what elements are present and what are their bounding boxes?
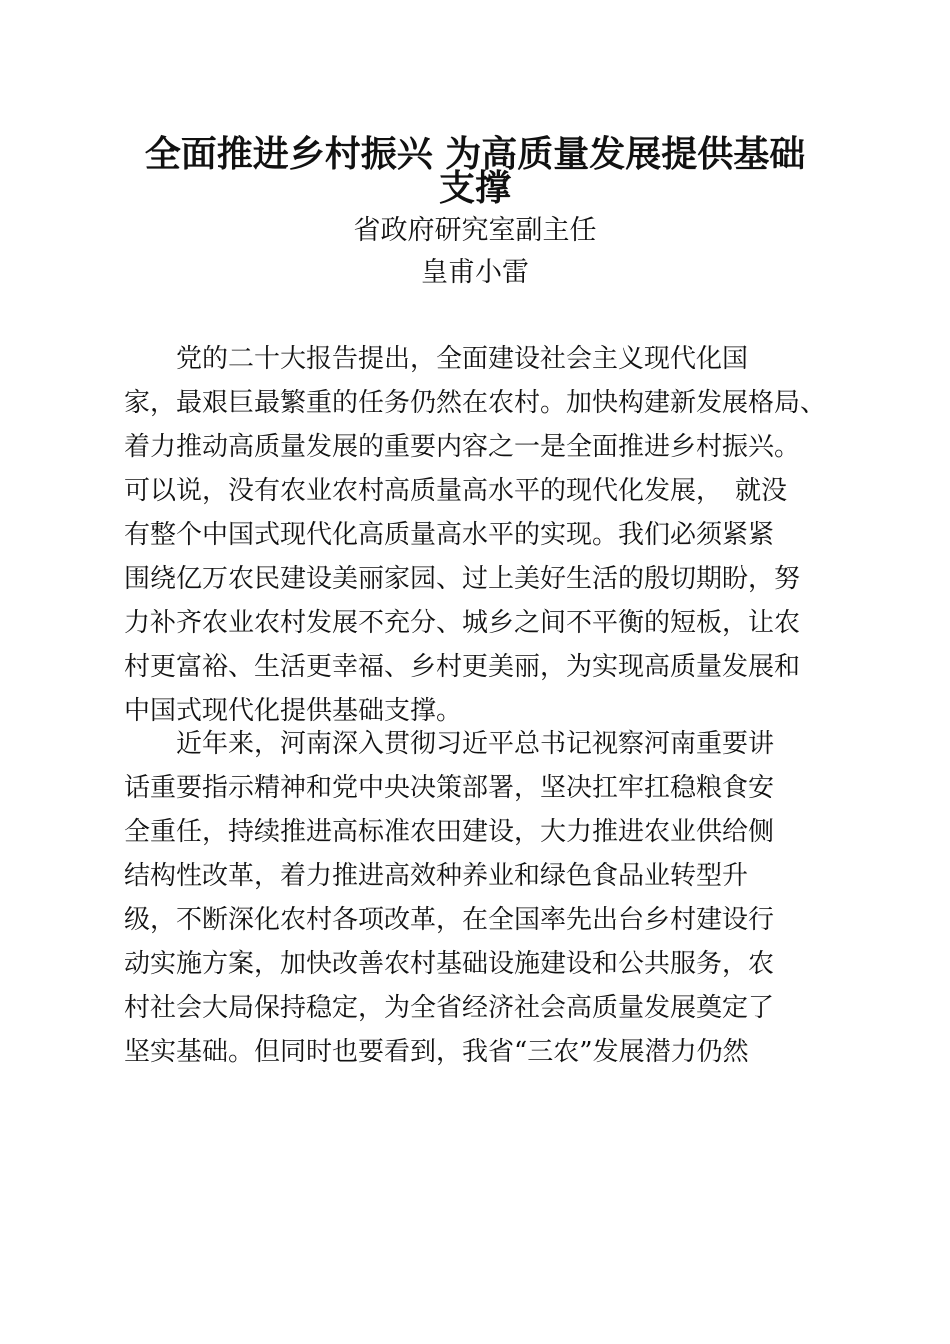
paragraph-line: 村社会大局保持稳定，为全省经济社会高质量发展奠定了 bbox=[124, 993, 775, 1023]
paragraph-line: 党的二十大报告提出，全面建设社会主义现代化国 bbox=[124, 344, 749, 374]
paragraph-2 bbox=[124, 722, 884, 1074]
author-name: 皇甫小雷 bbox=[421, 257, 529, 288]
document-title-line-2: 支撑 bbox=[438, 168, 511, 209]
author-organization: 省政府研究室副主任 bbox=[353, 215, 597, 246]
paragraph-line: 结构性改革，着力推进高效种养业和绿色食品业转型升 bbox=[124, 861, 749, 891]
paragraph-line: 全重任，持续推进高标准农田建设，大力推进农业供给侧 bbox=[124, 817, 775, 847]
paragraph-line: 有整个中国式现代化高质量高水平的实现。我们必须紧紧 bbox=[124, 520, 775, 550]
paragraph-line: 中国式现代化提供基础支撑。 bbox=[124, 696, 463, 726]
paragraph-line: 围绕亿万农民建设美丽家园、过上美好生活的殷切期盼，努 bbox=[124, 564, 801, 594]
paragraph-line: 力补齐农业农村发展不充分、城乡之间不平衡的短板，让农 bbox=[124, 608, 801, 638]
paragraph-line: 着力推动高质量发展的重要内容之一是全面推进乡村振兴。 bbox=[124, 432, 801, 462]
document-title-line-1: 全面推进乡村振兴 为高质量发展提供基础 bbox=[144, 134, 806, 175]
paragraph-line: 家，最艰巨最繁重的任务仍然在农村。加快构建新发展格局、 bbox=[124, 388, 827, 418]
paragraph-line: 级，不断深化农村各项改革，在全国率先出台乡村建设行 bbox=[124, 905, 775, 935]
paragraph-line: 村更富裕、生活更幸福、乡村更美丽，为实现高质量发展和 bbox=[124, 652, 801, 682]
paragraph-1 bbox=[124, 337, 884, 733]
paragraph-line: 坚实基础。但同时也要看到，我省“三农”发展潜力仍然 bbox=[124, 1037, 749, 1067]
paragraph-line: 可以说，没有农业农村高质量高水平的现代化发展， 就没 bbox=[124, 476, 788, 506]
paragraph-line: 动实施方案，加快改善农村基础设施建设和公共服务，农 bbox=[124, 949, 775, 979]
paragraph-line: 近年来，河南深入贯彻习近平总书记视察河南重要讲 bbox=[124, 729, 775, 759]
paragraph-line: 话重要指示精神和党中央决策部署，坚决扛牢扛稳粮食安 bbox=[124, 773, 775, 803]
